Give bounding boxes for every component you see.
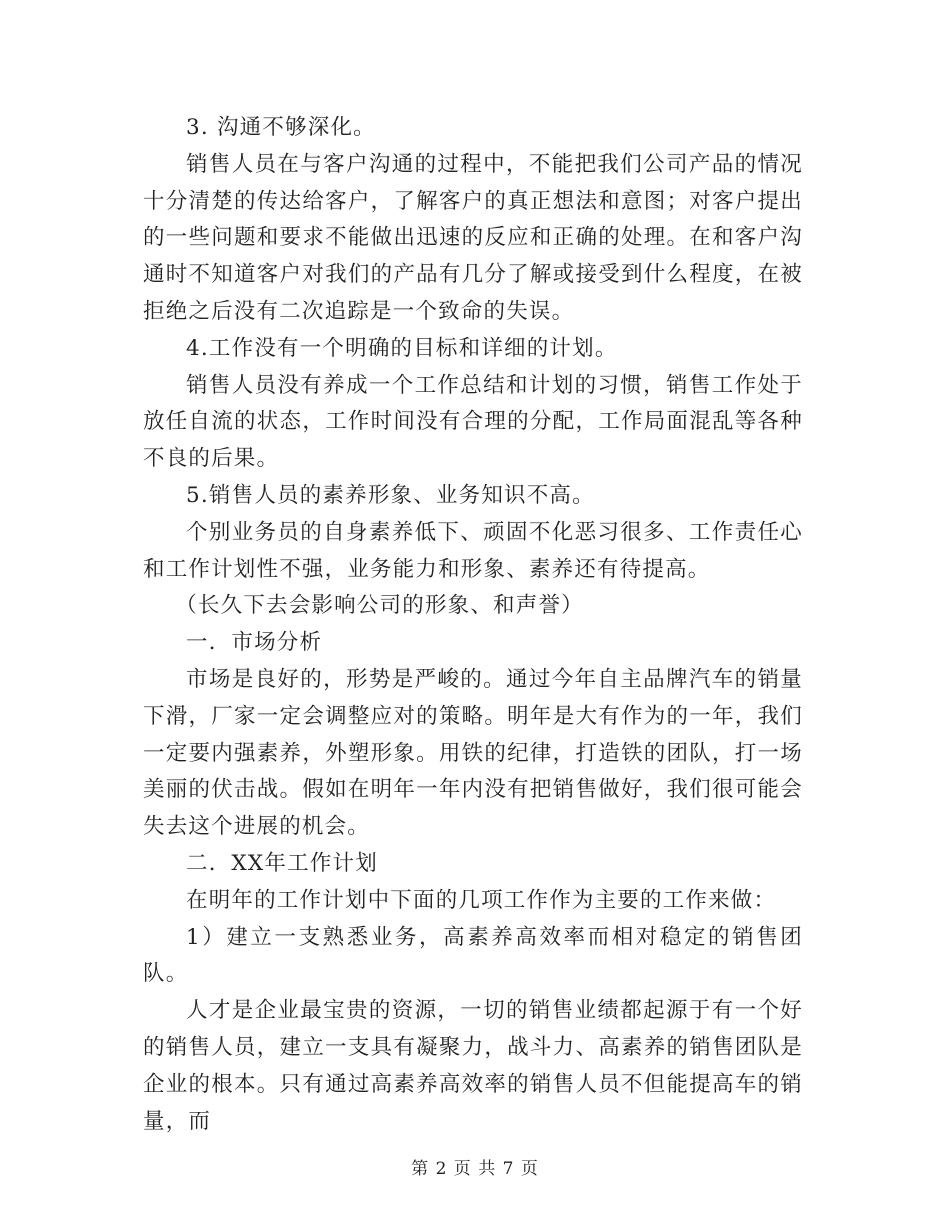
paragraph-quality: 个别业务员的自身素养低下、顽固不化恶习很多、工作责任心和工作计划性不强，业务能力和形象、素养还有待提高。 <box>143 519 803 582</box>
paragraph-sales-team: 人才是企业最宝贵的资源，一切的销售业绩都起源于有一个好的销售人员，建立一支具有凝聚力，战斗力、高素养的销售团队是企业的根本。只有通过高素养高效率的销售人员不但能提高车的销量，而 <box>143 998 803 1134</box>
page-number-footer: 第 2 页 共 7 页 <box>411 1159 539 1179</box>
section-heading-work-plan: 二．XX年工作计划 <box>186 850 378 876</box>
section-heading-market-analysis: 一．市场分析 <box>186 630 323 656</box>
paragraph-plan: 销售人员没有养成一个工作总结和计划的习惯，销售工作处于放任自流的状态，工作时间没有合理的分配，工作局面混乱等各种不良的后果。 <box>143 372 803 472</box>
paragraph-work-plan-intro: 在明年的工作计划中下面的几项工作作为主要的工作来做： <box>186 887 777 913</box>
paragraph-market-analysis: 市场是良好的，形势是严峻的。通过今年自主品牌汽车的销量下滑，厂家一定会调整应对的策略。明年是大有作为的一年，我们一定要内强素养，外塑形象。用铁的纪律，打造铁的团队，打一场美丽的伏击战。假如在明年一年内没有把销售做好，我们很可能会失去这个进展的机会。 <box>143 666 803 840</box>
section-heading-quality: 5.销售人员的素养形象、业务知识不高。 <box>186 482 595 508</box>
section-heading-plan: 4.工作没有一个明确的目标和详细的计划。 <box>186 335 618 361</box>
section-heading-sales-team: 1）建立一支熟悉业务，高素养高效率而相对稳定的销售团队。 <box>143 924 803 987</box>
document-body <box>143 110 803 1140</box>
paragraph-communication: 销售人员在与客户沟通的过程中，不能把我们公司产品的情况十分清楚的传达给客户，了解客户的真正想法和意图；对客户提出的一些问题和要求不能做出迅速的反应和正确的处理。在和客户沟通时不知道客户对我们的产品有几分了解或接受到什么程度，在被拒绝之后没有二次追踪是一个致命的失误。 <box>143 151 803 324</box>
paragraph-reputation-note: （长久下去会影响公司的形象、和声誉） <box>175 593 584 619</box>
section-heading-communication: 3. 沟通不够深化。 <box>186 115 376 140</box>
